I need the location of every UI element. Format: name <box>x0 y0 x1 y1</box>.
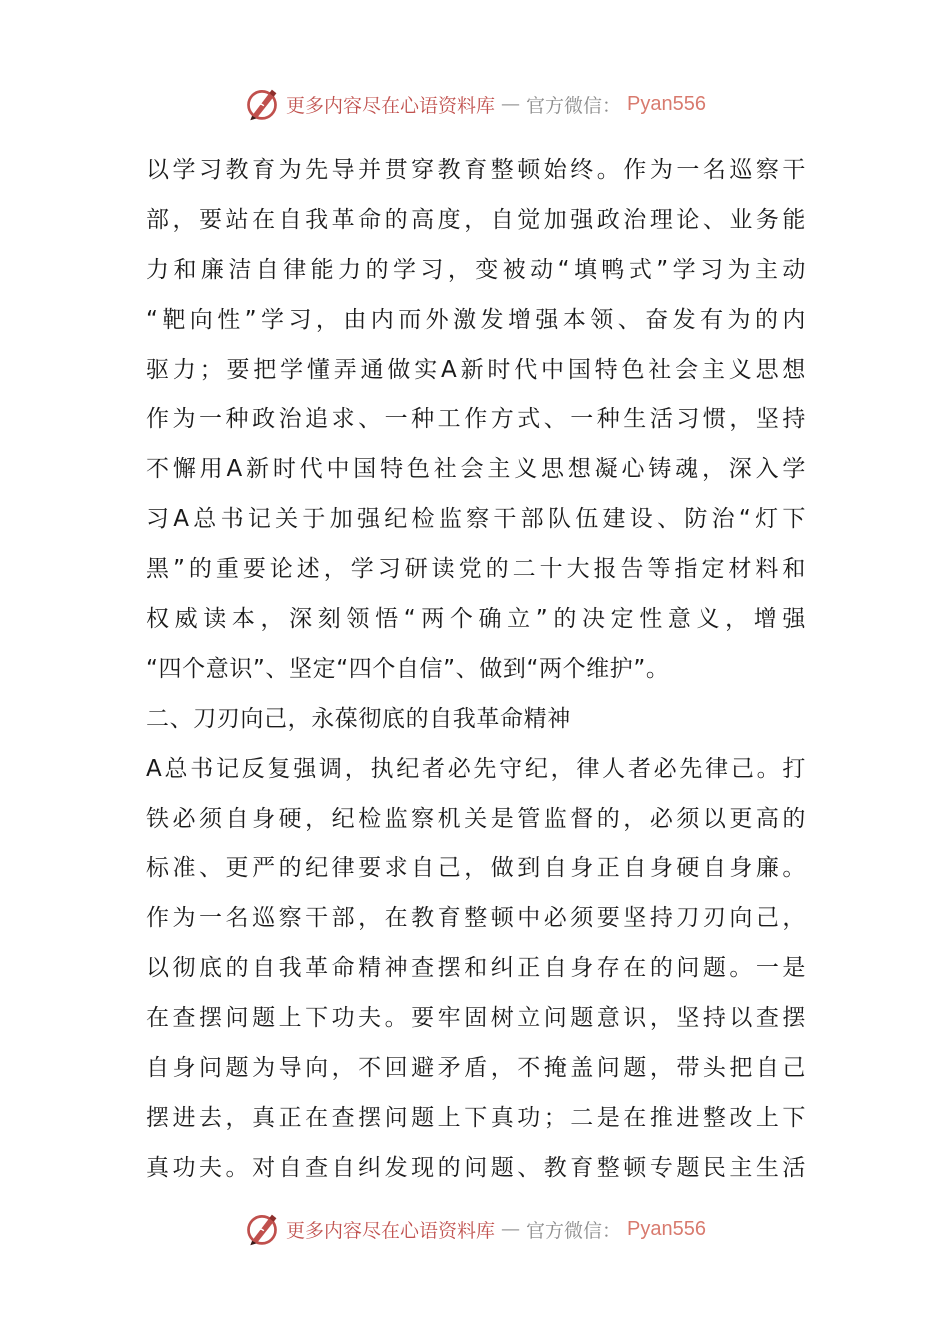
banner-wechat-label: 官方微信： <box>526 1219 622 1242</box>
document-body <box>146 146 806 1194</box>
text-line: “四个意识”、坚定“四个自信”、做到“两个维护”。 <box>146 655 670 682</box>
text-line: 真功夫。对自查自纠发现的问题、教育整顿专题民主生活 <box>146 1154 806 1181</box>
text-line: 部，要站在自我革命的高度，自觉加强政治理论、业务能 <box>146 206 806 233</box>
text-line: 黑”的重要论述，学习研读党的二十大报告等指定材料和 <box>146 556 806 583</box>
text-line: 标准、更严的纪律要求自己，做到自身正自身硬自身廉。 <box>146 855 806 882</box>
banner-slogan: 更多内容尽在心语资料库 <box>286 94 496 117</box>
text-line: A总书记反复强调，执纪者必先守纪，律人者必先律己。打 <box>146 755 806 782</box>
banner-slogan: 更多内容尽在心语资料库 <box>286 1219 496 1242</box>
text-line: 权威读本，深刻领悟“两个确立”的决定性意义，增强 <box>146 606 806 633</box>
banner-wechat-label: 官方微信： <box>526 94 622 117</box>
section-heading: 二、刀刃向己，永葆彻底的自我革命精神 <box>146 705 571 732</box>
text-line: 习A总书记关于加强纪检监察干部队伍建设、防治“灯下 <box>146 506 806 533</box>
pen-logo-icon <box>244 1211 280 1247</box>
text-line: 驱力；要把学懂弄通做实A新时代中国特色社会主义思想 <box>146 356 806 383</box>
text-line: “靶向性”学习，由内而外激发增强本领、奋发有为的内 <box>146 306 806 333</box>
header-banner-content <box>244 86 706 122</box>
text-line: 在查摆问题上下功夫。要牢固树立问题意识，坚持以查摆 <box>146 1005 806 1032</box>
banner-wechat-id: Pyan556 <box>627 1217 706 1240</box>
text-line: 摆进去，真正在查摆问题上下真功；二是在推进整改上下 <box>146 1104 806 1131</box>
text-line: 力和廉洁自律能力的学习，变被动“填鸭式”学习为主动 <box>146 256 806 283</box>
footer-banner-content <box>244 1211 706 1247</box>
footer-banner <box>0 1207 950 1251</box>
text-line: 作为一名巡察干部，在教育整顿中必须要坚持刀刃向己， <box>146 905 806 932</box>
text-line: 自身问题为导向，不回避矛盾，不掩盖问题，带头把自己 <box>146 1055 806 1082</box>
text-line: 不懈用A新时代中国特色社会主义思想凝心铸魂，深入学 <box>146 456 806 483</box>
banner-separator: — <box>501 1218 521 1240</box>
header-banner <box>0 82 950 126</box>
text-line: 以学习教育为先导并贯穿教育整顿始终。作为一名巡察干 <box>146 157 806 183</box>
text-line: 以彻底的自我革命精神查摆和纠正自身存在的问题。一是 <box>146 955 806 982</box>
pen-logo-icon <box>244 86 280 122</box>
banner-separator: — <box>501 93 521 115</box>
banner-wechat-id: Pyan556 <box>627 92 706 115</box>
text-line: 作为一种政治追求、一种工作方式、一种生活习惯，坚持 <box>146 406 806 433</box>
text-line: 铁必须自身硬，纪检监察机关是管监督的，必须以更高的 <box>146 805 806 832</box>
